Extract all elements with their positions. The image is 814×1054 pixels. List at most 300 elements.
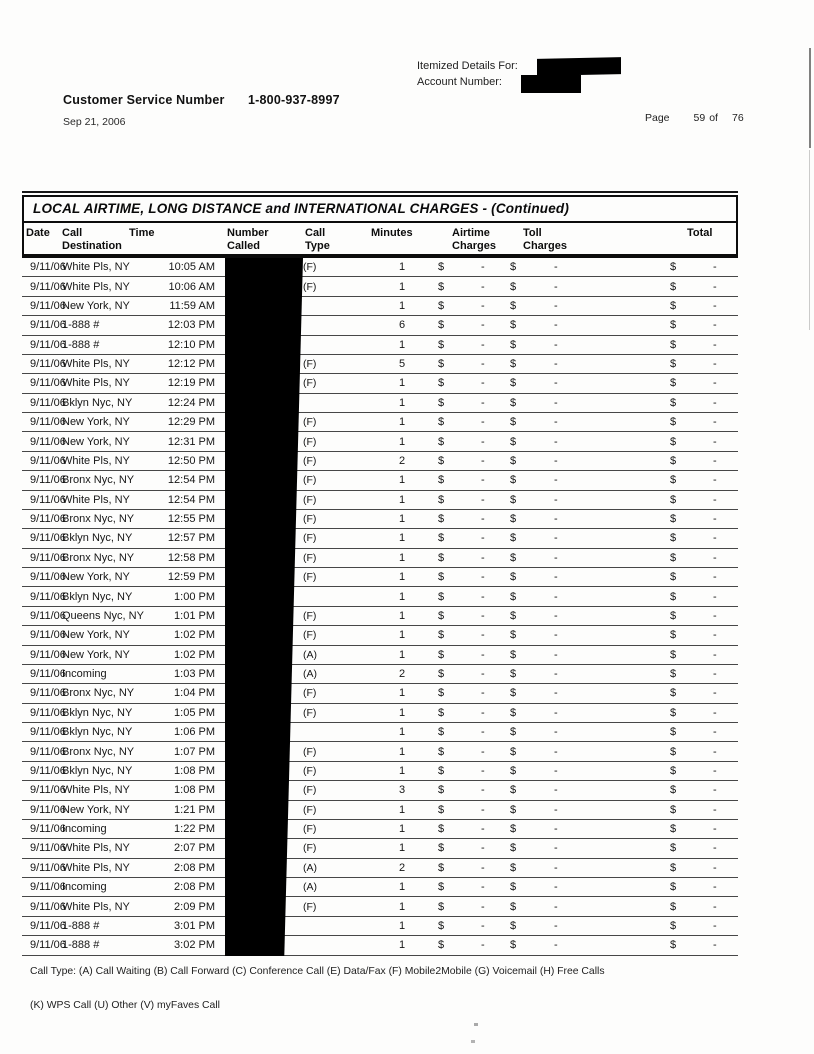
table-row bbox=[22, 820, 738, 839]
cell-date: 9/11/06 bbox=[30, 629, 66, 642]
cell-toll-amount: - bbox=[554, 803, 558, 816]
cell-time: 1:03 PM bbox=[174, 668, 215, 681]
cell-toll-currency: $ bbox=[510, 687, 517, 700]
table-title: LOCAL AIRTIME, LONG DISTANCE and INTERNATIONAL CHARGES - (Continued) bbox=[33, 201, 570, 216]
cell-airtime-currency: $ bbox=[438, 629, 445, 642]
cell-airtime-amount: - bbox=[481, 900, 485, 913]
cell-time: 1:21 PM bbox=[174, 803, 215, 816]
cell-toll-currency: $ bbox=[510, 706, 517, 719]
redaction-recipient-name bbox=[537, 57, 621, 76]
cell-airtime-currency: $ bbox=[438, 590, 445, 603]
cell-call-destination: Bklyn Nyc, NY bbox=[62, 764, 133, 777]
table-row bbox=[22, 646, 738, 665]
cell-total-amount: - bbox=[713, 823, 717, 836]
cell-toll-currency: $ bbox=[510, 416, 517, 429]
cell-airtime-amount: - bbox=[481, 513, 485, 526]
cell-total-amount: - bbox=[713, 474, 717, 487]
cell-date: 9/11/06 bbox=[30, 532, 66, 545]
cell-call-type: (F) bbox=[303, 493, 317, 506]
cell-toll-currency: $ bbox=[510, 823, 517, 836]
cell-minutes: 2 bbox=[398, 861, 406, 874]
cell-total-currency: $ bbox=[670, 551, 677, 564]
cell-date: 9/11/06 bbox=[30, 435, 66, 448]
column-header-minutes: Minutes bbox=[371, 227, 413, 239]
cell-call-type: (F) bbox=[303, 764, 317, 777]
table-row bbox=[22, 316, 738, 335]
cell-total-amount: - bbox=[713, 493, 717, 506]
cell-call-destination: Bklyn Nyc, NY bbox=[62, 532, 133, 545]
cell-airtime-amount: - bbox=[481, 823, 485, 836]
cell-total-amount: - bbox=[713, 261, 717, 274]
cell-call-destination: White Pls, NY bbox=[62, 900, 130, 913]
cell-call-destination: New York, NY bbox=[62, 648, 130, 661]
cell-total-amount: - bbox=[713, 319, 717, 332]
redaction-account-number bbox=[521, 75, 581, 93]
cell-call-destination: Bronx Nyc, NY bbox=[62, 474, 135, 487]
cell-total-currency: $ bbox=[670, 745, 677, 758]
cell-total-currency: $ bbox=[670, 609, 677, 622]
page-total: 76 bbox=[731, 112, 744, 124]
table-row bbox=[22, 801, 738, 820]
cell-call-destination: New York, NY bbox=[62, 299, 130, 312]
table-row bbox=[22, 936, 738, 955]
cell-time: 1:00 PM bbox=[174, 590, 215, 603]
cell-toll-amount: - bbox=[554, 726, 558, 739]
cell-airtime-currency: $ bbox=[438, 745, 445, 758]
cell-airtime-currency: $ bbox=[438, 416, 445, 429]
cell-date: 9/11/06 bbox=[30, 454, 66, 467]
customer-service-number: 1-800-937-8997 bbox=[248, 93, 340, 107]
cell-date: 9/11/06 bbox=[30, 261, 66, 274]
cell-time: 1:04 PM bbox=[174, 687, 215, 700]
cell-call-type: (F) bbox=[303, 474, 317, 487]
cell-call-destination: Bronx Nyc, NY bbox=[62, 745, 135, 758]
cell-total-currency: $ bbox=[670, 571, 677, 584]
cell-toll-currency: $ bbox=[510, 803, 517, 816]
cell-toll-amount: - bbox=[554, 861, 558, 874]
cell-total-amount: - bbox=[713, 745, 717, 758]
cell-airtime-currency: $ bbox=[438, 454, 445, 467]
cell-total-amount: - bbox=[713, 513, 717, 526]
cell-airtime-currency: $ bbox=[438, 861, 445, 874]
cell-toll-amount: - bbox=[554, 629, 558, 642]
cell-total-amount: - bbox=[713, 706, 717, 719]
cell-airtime-currency: $ bbox=[438, 919, 445, 932]
cell-call-destination: 1-888 # bbox=[62, 319, 100, 332]
cell-toll-currency: $ bbox=[510, 474, 517, 487]
cell-toll-amount: - bbox=[554, 919, 558, 932]
cell-toll-amount: - bbox=[554, 823, 558, 836]
column-header-total: Total bbox=[687, 227, 713, 239]
cell-airtime-amount: - bbox=[481, 939, 485, 952]
cell-airtime-currency: $ bbox=[438, 648, 445, 661]
cell-time: 11:59 AM bbox=[169, 299, 215, 312]
cell-total-amount: - bbox=[713, 377, 717, 390]
table-row bbox=[22, 491, 738, 510]
cell-toll-amount: - bbox=[554, 513, 558, 526]
cell-date: 9/11/06 bbox=[30, 919, 66, 932]
cell-minutes: 3 bbox=[398, 784, 406, 797]
cell-minutes: 1 bbox=[398, 396, 406, 409]
cell-toll-amount: - bbox=[554, 784, 558, 797]
cell-call-type: (F) bbox=[303, 823, 317, 836]
scan-speck-artifact bbox=[471, 1040, 475, 1043]
cell-total-currency: $ bbox=[670, 513, 677, 526]
cell-total-amount: - bbox=[713, 299, 717, 312]
cell-time: 12:57 PM bbox=[167, 532, 215, 545]
cell-call-destination: White Pls, NY bbox=[62, 454, 130, 467]
column-header-date: Date bbox=[26, 227, 50, 239]
cell-time: 1:07 PM bbox=[174, 745, 215, 758]
cell-date: 9/11/06 bbox=[30, 551, 66, 564]
cell-minutes: 1 bbox=[398, 532, 406, 545]
cell-toll-currency: $ bbox=[510, 919, 517, 932]
cell-airtime-amount: - bbox=[481, 609, 485, 622]
table-row bbox=[22, 394, 738, 413]
column-header-call-type: Call Type bbox=[305, 227, 330, 252]
cell-toll-currency: $ bbox=[510, 261, 517, 274]
cell-airtime-amount: - bbox=[481, 706, 485, 719]
cell-minutes: 1 bbox=[398, 745, 406, 758]
cell-call-destination: Incoming bbox=[62, 823, 107, 836]
cell-total-amount: - bbox=[713, 803, 717, 816]
table-row bbox=[22, 839, 738, 858]
cell-total-currency: $ bbox=[670, 842, 677, 855]
cell-airtime-amount: - bbox=[481, 299, 485, 312]
cell-total-amount: - bbox=[713, 687, 717, 700]
cell-airtime-amount: - bbox=[481, 319, 485, 332]
cell-total-amount: - bbox=[713, 764, 717, 777]
cell-airtime-amount: - bbox=[481, 493, 485, 506]
cell-total-currency: $ bbox=[670, 764, 677, 777]
cell-call-destination: Bronx Nyc, NY bbox=[62, 513, 135, 526]
cell-toll-amount: - bbox=[554, 532, 558, 545]
cell-date: 9/11/06 bbox=[30, 377, 66, 390]
cell-toll-amount: - bbox=[554, 551, 558, 564]
cell-call-destination: White Pls, NY bbox=[62, 358, 130, 371]
cell-airtime-amount: - bbox=[481, 648, 485, 661]
cell-toll-amount: - bbox=[554, 764, 558, 777]
cell-toll-currency: $ bbox=[510, 609, 517, 622]
call-type-legend-line1: Call Type: (A) Call Waiting (B) Call Forward (C) Conference Call (E) Data/Fax (F) Mobile2Mobile (G) Voicemail (H) Free Calls bbox=[30, 966, 605, 977]
cell-time: 1:22 PM bbox=[174, 823, 215, 836]
cell-date: 9/11/06 bbox=[30, 590, 66, 603]
cell-airtime-currency: $ bbox=[438, 939, 445, 952]
table-title-box bbox=[22, 195, 738, 223]
cell-call-destination: 1-888 # bbox=[62, 939, 100, 952]
table-row bbox=[22, 626, 738, 645]
scan-speck-artifact bbox=[474, 1023, 478, 1026]
cell-toll-amount: - bbox=[554, 668, 558, 681]
cell-call-type: (F) bbox=[303, 513, 317, 526]
cell-airtime-amount: - bbox=[481, 784, 485, 797]
cell-toll-currency: $ bbox=[510, 338, 517, 351]
cell-total-amount: - bbox=[713, 726, 717, 739]
cell-call-type: (A) bbox=[303, 861, 317, 874]
cell-total-amount: - bbox=[713, 861, 717, 874]
cell-minutes: 1 bbox=[398, 261, 406, 274]
cell-toll-amount: - bbox=[554, 571, 558, 584]
column-header-toll-charges: Toll Charges bbox=[523, 227, 568, 252]
cell-toll-currency: $ bbox=[510, 842, 517, 855]
cell-call-type: (A) bbox=[303, 668, 317, 681]
cell-total-currency: $ bbox=[670, 261, 677, 274]
cell-toll-currency: $ bbox=[510, 745, 517, 758]
cell-toll-amount: - bbox=[554, 493, 558, 506]
page-indicator bbox=[645, 112, 744, 124]
cell-call-type: (F) bbox=[303, 784, 317, 797]
cell-airtime-currency: $ bbox=[438, 299, 445, 312]
cell-minutes: 1 bbox=[398, 299, 406, 312]
cell-toll-currency: $ bbox=[510, 881, 517, 894]
cell-minutes: 1 bbox=[398, 629, 406, 642]
cell-airtime-amount: - bbox=[481, 532, 485, 545]
cell-airtime-currency: $ bbox=[438, 319, 445, 332]
cell-airtime-amount: - bbox=[481, 454, 485, 467]
cell-toll-amount: - bbox=[554, 842, 558, 855]
cell-date: 9/11/06 bbox=[30, 881, 66, 894]
cell-time: 12:29 PM bbox=[167, 416, 215, 429]
cell-airtime-amount: - bbox=[481, 745, 485, 758]
cell-time: 12:58 PM bbox=[167, 551, 215, 564]
cell-total-amount: - bbox=[713, 784, 717, 797]
cell-call-type: (F) bbox=[303, 358, 317, 371]
cell-time: 12:54 PM bbox=[167, 474, 215, 487]
cell-minutes: 1 bbox=[398, 609, 406, 622]
cell-toll-currency: $ bbox=[510, 726, 517, 739]
table-row bbox=[22, 684, 738, 703]
cell-minutes: 1 bbox=[398, 900, 406, 913]
cell-airtime-currency: $ bbox=[438, 280, 445, 293]
cell-total-currency: $ bbox=[670, 784, 677, 797]
cell-minutes: 1 bbox=[398, 513, 406, 526]
cell-date: 9/11/06 bbox=[30, 280, 66, 293]
cell-time: 2:08 PM bbox=[174, 881, 215, 894]
cell-call-destination: Bronx Nyc, NY bbox=[62, 551, 135, 564]
cell-total-amount: - bbox=[713, 881, 717, 894]
cell-airtime-amount: - bbox=[481, 435, 485, 448]
table-row bbox=[22, 549, 738, 568]
cell-total-currency: $ bbox=[670, 803, 677, 816]
cell-time: 12:31 PM bbox=[167, 435, 215, 448]
cell-airtime-currency: $ bbox=[438, 532, 445, 545]
call-type-legend-line2: (K) WPS Call (U) Other (V) myFaves Call bbox=[30, 1000, 220, 1011]
cell-minutes: 1 bbox=[398, 823, 406, 836]
cell-toll-currency: $ bbox=[510, 513, 517, 526]
cell-time: 10:05 AM bbox=[168, 261, 215, 274]
cell-minutes: 1 bbox=[398, 474, 406, 487]
cell-toll-amount: - bbox=[554, 706, 558, 719]
cell-total-amount: - bbox=[713, 571, 717, 584]
cell-call-type: (F) bbox=[303, 629, 317, 642]
cell-airtime-amount: - bbox=[481, 474, 485, 487]
table-row bbox=[22, 336, 738, 355]
cell-time: 1:08 PM bbox=[174, 784, 215, 797]
cell-toll-amount: - bbox=[554, 609, 558, 622]
cell-call-type: (F) bbox=[303, 454, 317, 467]
cell-airtime-amount: - bbox=[481, 842, 485, 855]
cell-call-destination: Incoming bbox=[62, 668, 107, 681]
cell-minutes: 1 bbox=[398, 919, 406, 932]
scan-edge-artifact bbox=[809, 150, 810, 330]
table-row bbox=[22, 607, 738, 626]
cell-total-amount: - bbox=[713, 609, 717, 622]
cell-airtime-currency: $ bbox=[438, 784, 445, 797]
cell-call-destination: New York, NY bbox=[62, 435, 130, 448]
cell-total-currency: $ bbox=[670, 396, 677, 409]
cell-airtime-amount: - bbox=[481, 861, 485, 874]
table-row bbox=[22, 742, 738, 761]
cell-time: 1:02 PM bbox=[174, 648, 215, 661]
cell-total-currency: $ bbox=[670, 668, 677, 681]
cell-toll-currency: $ bbox=[510, 532, 517, 545]
cell-toll-amount: - bbox=[554, 454, 558, 467]
cell-time: 12:10 PM bbox=[167, 338, 215, 351]
cell-airtime-currency: $ bbox=[438, 842, 445, 855]
cell-airtime-amount: - bbox=[481, 377, 485, 390]
cell-date: 9/11/06 bbox=[30, 513, 66, 526]
cell-total-amount: - bbox=[713, 338, 717, 351]
cell-call-destination: Bklyn Nyc, NY bbox=[62, 396, 133, 409]
cell-total-currency: $ bbox=[670, 648, 677, 661]
cell-toll-currency: $ bbox=[510, 551, 517, 564]
cell-toll-amount: - bbox=[554, 435, 558, 448]
cell-toll-currency: $ bbox=[510, 590, 517, 603]
cell-call-destination: White Pls, NY bbox=[62, 280, 130, 293]
cell-toll-currency: $ bbox=[510, 629, 517, 642]
cell-date: 9/11/06 bbox=[30, 687, 66, 700]
cell-total-amount: - bbox=[713, 590, 717, 603]
cell-total-amount: - bbox=[713, 532, 717, 545]
cell-total-amount: - bbox=[713, 435, 717, 448]
cell-time: 1:01 PM bbox=[174, 609, 215, 622]
table-row bbox=[22, 704, 738, 723]
table-row bbox=[22, 413, 738, 432]
cell-call-destination: White Pls, NY bbox=[62, 784, 130, 797]
cell-toll-amount: - bbox=[554, 881, 558, 894]
cell-minutes: 1 bbox=[398, 571, 406, 584]
table-row bbox=[22, 723, 738, 742]
call-detail-table-body bbox=[22, 258, 738, 956]
cell-time: 3:01 PM bbox=[174, 919, 215, 932]
table-row bbox=[22, 878, 738, 897]
cell-airtime-amount: - bbox=[481, 396, 485, 409]
page-label: Page bbox=[645, 112, 670, 124]
cell-airtime-currency: $ bbox=[438, 474, 445, 487]
cell-total-currency: $ bbox=[670, 319, 677, 332]
cell-minutes: 1 bbox=[398, 803, 406, 816]
cell-airtime-currency: $ bbox=[438, 493, 445, 506]
cell-date: 9/11/06 bbox=[30, 493, 66, 506]
cell-minutes: 1 bbox=[398, 493, 406, 506]
cell-time: 2:07 PM bbox=[174, 842, 215, 855]
cell-minutes: 1 bbox=[398, 648, 406, 661]
cell-date: 9/11/06 bbox=[30, 358, 66, 371]
cell-total-amount: - bbox=[713, 454, 717, 467]
column-header-time: Time bbox=[129, 227, 155, 239]
cell-total-currency: $ bbox=[670, 726, 677, 739]
cell-toll-amount: - bbox=[554, 590, 558, 603]
cell-date: 9/11/06 bbox=[30, 861, 66, 874]
cell-time: 12:50 PM bbox=[167, 454, 215, 467]
column-header-number-called: Number Called bbox=[227, 227, 269, 252]
table-row bbox=[22, 452, 738, 471]
cell-toll-amount: - bbox=[554, 261, 558, 274]
cell-time: 12:03 PM bbox=[167, 319, 215, 332]
cell-toll-amount: - bbox=[554, 416, 558, 429]
table-top-rule bbox=[22, 191, 738, 193]
cell-call-destination: New York, NY bbox=[62, 803, 130, 816]
cell-total-amount: - bbox=[713, 280, 717, 293]
cell-minutes: 1 bbox=[398, 416, 406, 429]
cell-airtime-currency: $ bbox=[438, 668, 445, 681]
cell-total-currency: $ bbox=[670, 454, 677, 467]
cell-minutes: 1 bbox=[398, 842, 406, 855]
cell-minutes: 1 bbox=[398, 881, 406, 894]
cell-call-type: (F) bbox=[303, 261, 317, 274]
cell-call-destination: New York, NY bbox=[62, 629, 130, 642]
cell-call-destination: Queens Nyc, NY bbox=[62, 609, 144, 622]
cell-date: 9/11/06 bbox=[30, 319, 66, 332]
cell-toll-amount: - bbox=[554, 280, 558, 293]
cell-time: 12:12 PM bbox=[167, 358, 215, 371]
cell-airtime-amount: - bbox=[481, 764, 485, 777]
cell-minutes: 1 bbox=[398, 764, 406, 777]
cell-toll-amount: - bbox=[554, 396, 558, 409]
cell-call-type: (F) bbox=[303, 416, 317, 429]
cell-call-type: (F) bbox=[303, 571, 317, 584]
table-row bbox=[22, 665, 738, 684]
cell-toll-amount: - bbox=[554, 648, 558, 661]
cell-toll-currency: $ bbox=[510, 764, 517, 777]
page-current: 59 bbox=[693, 112, 706, 124]
cell-airtime-amount: - bbox=[481, 726, 485, 739]
cell-airtime-amount: - bbox=[481, 803, 485, 816]
cell-date: 9/11/06 bbox=[30, 745, 66, 758]
cell-total-currency: $ bbox=[670, 416, 677, 429]
cell-call-destination: Bklyn Nyc, NY bbox=[62, 726, 133, 739]
cell-call-type: (F) bbox=[303, 551, 317, 564]
table-row bbox=[22, 897, 738, 916]
table-row bbox=[22, 277, 738, 296]
cell-call-type: (F) bbox=[303, 532, 317, 545]
cell-airtime-currency: $ bbox=[438, 823, 445, 836]
statement-date: Sep 21, 2006 bbox=[63, 116, 126, 128]
cell-total-currency: $ bbox=[670, 861, 677, 874]
cell-toll-currency: $ bbox=[510, 377, 517, 390]
cell-date: 9/11/06 bbox=[30, 571, 66, 584]
cell-minutes: 2 bbox=[398, 668, 406, 681]
table-row bbox=[22, 762, 738, 781]
cell-airtime-amount: - bbox=[481, 919, 485, 932]
cell-call-destination: White Pls, NY bbox=[62, 377, 130, 390]
cell-minutes: 1 bbox=[398, 435, 406, 448]
cell-toll-currency: $ bbox=[510, 648, 517, 661]
table-row bbox=[22, 781, 738, 800]
cell-toll-amount: - bbox=[554, 319, 558, 332]
cell-total-currency: $ bbox=[670, 900, 677, 913]
cell-call-type: (F) bbox=[303, 377, 317, 390]
cell-minutes: 6 bbox=[398, 319, 406, 332]
table-row bbox=[22, 587, 738, 606]
cell-time: 1:08 PM bbox=[174, 764, 215, 777]
cell-total-amount: - bbox=[713, 396, 717, 409]
cell-minutes: 1 bbox=[398, 551, 406, 564]
cell-call-type: (A) bbox=[303, 881, 317, 894]
cell-total-amount: - bbox=[713, 939, 717, 952]
page-of-label: of bbox=[709, 112, 718, 124]
cell-call-destination: New York, NY bbox=[62, 416, 130, 429]
